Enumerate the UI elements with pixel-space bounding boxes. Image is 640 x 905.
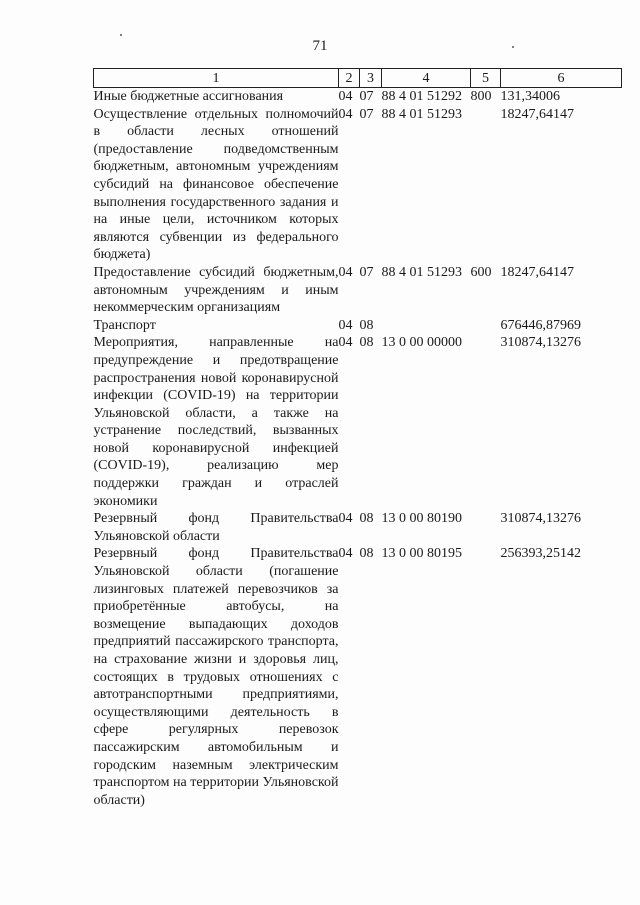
header-cell-amount: 6 — [501, 69, 622, 88]
header-cell-subsection: 3 — [360, 69, 382, 88]
row-name: Резервный фонд Правительства Ульяновской области — [93, 511, 339, 544]
row-section: 04 — [338, 335, 353, 351]
header-cell-name: 1 — [94, 69, 339, 88]
row-subsection: 08 — [359, 317, 374, 333]
row-name: Резервный фонд Правительства Ульяновской области (погашение лизинговых платежей перевозчиков за приобретённые автобусы, на возмещение выпадающих доходов предприятий пассажирского транспорта, на страхование жизни и здоровья лиц, состоящих в трудовых отношениях с автотранспортными предприятиями, осуществляющими деятельность в сфере регулярных перевозок пассажирским автомобильным и городским наземным электрическим транспортом на территории Ульяновской области) — [93, 546, 339, 808]
table-row — [94, 106, 622, 264]
row-amount: 18247,64147 — [500, 106, 574, 122]
row-name: Осуществление отдельных полномочий в области лесных отношений (предоставление подведомственным бюджетным, автономным учреждениям субсидий на финансовое обеспечение выполнения государственного задания и на иные цели, источником которых являются субвенции из федерального бюджета) — [93, 106, 339, 263]
row-subsection: 07 — [359, 106, 374, 122]
row-name: Предоставление субсидий бюджетным, автономным учреждениям и иным некоммерческим организациям — [93, 264, 339, 316]
row-subsection: 08 — [359, 546, 374, 562]
row-expense-type — [471, 106, 501, 264]
row-target-article: 13 0 00 80190 — [381, 511, 462, 527]
row-section: 04 — [338, 106, 353, 122]
table-row — [94, 88, 622, 106]
row-subsection: 08 — [359, 335, 374, 351]
row-amount: 310874,13276 — [500, 335, 581, 351]
row-expense-type — [471, 545, 501, 809]
row-section: 04 — [338, 546, 353, 562]
row-target-article: 88 4 01 51293 — [381, 264, 462, 280]
row-amount: 676446,87969 — [500, 317, 581, 333]
table-row — [94, 334, 622, 510]
row-name: Мероприятия, направленные на предупреждение и предотвращение распространения новой коронавирусной инфекции (COVID-19) на территории Ульяновской области, а также на устранение последствий, вызванных новой коронавирусной инфекцией (COVID-19), реализацию мер поддержки граждан и отраслей экономики — [93, 335, 339, 509]
row-expense-type: 800 — [470, 89, 492, 104]
table-header — [94, 69, 622, 88]
table-row — [94, 264, 622, 317]
row-section: 04 — [338, 511, 353, 527]
row-expense-type — [471, 317, 501, 335]
row-subsection: 07 — [359, 264, 374, 280]
table-body — [94, 88, 622, 810]
row-amount: 310874,13276 — [500, 511, 581, 527]
page-number: 71 — [312, 38, 328, 54]
header-row — [94, 69, 622, 88]
header-cell-expense-type: 5 — [471, 69, 501, 88]
table-row — [94, 317, 622, 335]
row-target-article: 13 0 00 80195 — [381, 546, 462, 562]
row-expense-type — [471, 334, 501, 510]
row-name: Транспорт — [93, 317, 156, 333]
row-subsection: 07 — [359, 89, 374, 104]
row-subsection: 08 — [359, 511, 374, 527]
row-target-article — [382, 317, 471, 335]
budget-table — [93, 68, 622, 809]
scan-speck — [120, 34, 122, 36]
row-section: 04 — [338, 264, 353, 280]
row-name: Иные бюджетные ассигнования — [93, 89, 284, 104]
table-row — [94, 545, 622, 809]
header-cell-section: 2 — [339, 69, 360, 88]
row-expense-type — [471, 510, 501, 545]
row-section: 04 — [338, 317, 353, 333]
row-expense-type: 600 — [470, 264, 492, 280]
row-target-article: 88 4 01 51292 — [381, 89, 462, 104]
row-amount: 256393,25142 — [500, 546, 581, 562]
header-cell-target-article: 4 — [382, 69, 471, 88]
row-section: 04 — [338, 89, 353, 104]
table-row — [94, 510, 622, 545]
row-amount: 131,34006 — [500, 89, 560, 104]
row-target-article: 13 0 00 00000 — [381, 335, 462, 351]
row-target-article: 88 4 01 51293 — [381, 106, 462, 122]
row-amount: 18247,64147 — [500, 264, 574, 280]
